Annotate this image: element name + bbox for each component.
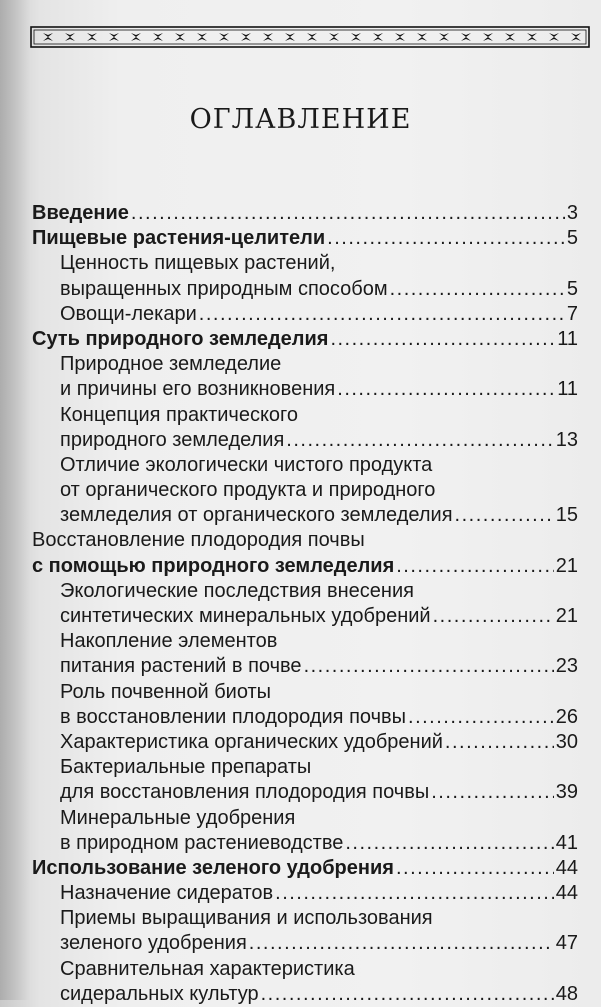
- toc-page-number: 5: [566, 227, 578, 250]
- leader-dots: [131, 201, 565, 226]
- toc-page-number: 26: [555, 705, 578, 728]
- leader-dots: [396, 856, 554, 881]
- toc-page-number: 44: [555, 882, 578, 905]
- border-motif: [219, 33, 229, 41]
- leader-dots: [455, 503, 554, 528]
- border-motif: [417, 33, 427, 41]
- border-motif: [571, 33, 581, 41]
- toc-page-number: 39: [555, 781, 578, 804]
- border-motif: [263, 33, 273, 41]
- toc-entry-title: Введение: [32, 202, 129, 224]
- toc-page-number: 41: [555, 831, 578, 854]
- toc-entry-section-3-4[interactable]: [32, 730, 578, 755]
- toc-entry-section-1[interactable]: [32, 226, 578, 251]
- toc-entry-section-3-3[interactable]: [32, 705, 578, 730]
- toc-page-number: 5: [566, 277, 578, 300]
- toc-entry-title: Пищевые растения-целители: [32, 227, 326, 250]
- page-edge-shadow: [0, 0, 30, 1000]
- toc-entry-section-2-3[interactable]: [32, 503, 578, 528]
- toc-entry-title: и причины его возникновения: [60, 378, 336, 401]
- page-title: ОГЛАВЛЕНИЕ: [189, 104, 412, 136]
- toc-entry-title: Овощи-лекари: [60, 302, 197, 325]
- leader-dots: [304, 654, 554, 679]
- toc-entry-section-2-2[interactable]: [32, 428, 578, 453]
- leader-dots: [345, 831, 553, 856]
- border-motif: [241, 33, 251, 41]
- border-motif: [395, 33, 405, 41]
- toc-entry-title: синтетических минеральных удобрений: [60, 605, 431, 627]
- toc-page-number: 11: [557, 378, 578, 401]
- border-motif: [439, 33, 449, 41]
- border-motif: [153, 33, 163, 41]
- toc-entry-line: Бактериальные препараты: [60, 756, 312, 779]
- toc-entry-section-1-1[interactable]: [32, 277, 578, 302]
- border-motif: [197, 33, 207, 41]
- toc-page-number: 21: [555, 554, 578, 577]
- leader-dots: [433, 604, 554, 629]
- toc-entry-section-4-1[interactable]: [32, 881, 578, 906]
- toc-page-number: 13: [555, 428, 578, 451]
- toc-entry-line: от органического продукта и природного: [60, 479, 436, 502]
- border-motif: [329, 33, 339, 41]
- toc-entry-title: зеленого удобрения: [60, 932, 247, 955]
- border-motif: [87, 33, 97, 41]
- border-motif: [285, 33, 295, 41]
- toc-entry-title: для восстановления плодородия почвы: [60, 781, 430, 804]
- leader-dots: [249, 931, 554, 956]
- table-of-contents: [32, 201, 578, 1007]
- toc-page-number: 7: [566, 302, 578, 325]
- toc-entry-title: выращенных природным способом: [60, 277, 388, 300]
- toc-page-number: 11: [557, 327, 578, 350]
- toc-entry-section-3-5[interactable]: [32, 780, 578, 805]
- toc-entry-line: Восстановление плодородия почвы: [32, 529, 365, 552]
- border-motif: [549, 33, 559, 41]
- toc-entry-section-4[interactable]: [32, 856, 578, 881]
- toc-entry-section-2[interactable]: [32, 327, 578, 352]
- toc-entry-title: Суть природного земледелия: [32, 327, 329, 350]
- border-motif: [43, 33, 53, 41]
- border-motif: [483, 33, 493, 41]
- toc-entry-intro[interactable]: [32, 201, 578, 226]
- border-motif: [175, 33, 185, 41]
- leader-dots: [408, 705, 554, 730]
- leader-dots: [261, 982, 554, 1007]
- leader-dots: [275, 881, 554, 906]
- toc-entry-section-3-6[interactable]: [32, 831, 578, 856]
- leader-dots: [199, 302, 565, 327]
- toc-entry-title: сидеральных культур: [60, 982, 259, 1005]
- toc-entry-title: в восстановлении плодородия почвы: [60, 705, 407, 728]
- leader-dots: [445, 730, 554, 755]
- toc-page-number: 47: [555, 932, 578, 955]
- toc-entry-section-3-1[interactable]: [32, 604, 578, 629]
- toc-entry-section-4-2[interactable]: [32, 931, 578, 956]
- ornamental-border: [30, 26, 590, 48]
- toc-entry-line: Накопление элементов: [60, 630, 278, 653]
- toc-entry-title: питания растений в почве: [60, 655, 302, 678]
- toc-entry-title: Назначение сидератов: [60, 882, 274, 905]
- leader-dots: [431, 780, 554, 805]
- border-motif: [109, 33, 119, 41]
- toc-page-number: 3: [566, 202, 578, 224]
- border-motif: [505, 33, 515, 41]
- toc-entry-section-4-3[interactable]: [32, 982, 578, 1007]
- toc-entry-title: земледелия от органического земледелия: [60, 504, 453, 527]
- toc-page-number: 15: [555, 504, 578, 527]
- border-motif: [307, 33, 317, 41]
- toc-entry-line: Ценность пищевых растений,: [60, 252, 336, 275]
- border-motif: [461, 33, 471, 41]
- border-motif: [65, 33, 75, 41]
- toc-entry-title: природного земледелия: [60, 428, 285, 451]
- toc-entry-title: Характеристика органических удобрений: [60, 730, 443, 753]
- leader-dots: [327, 226, 565, 251]
- toc-entry-line: Минеральные удобрения: [60, 806, 296, 829]
- toc-entry-line: Концепция практического: [60, 403, 299, 426]
- toc-entry-line: Приемы выращивания и использования: [60, 907, 433, 930]
- toc-page-number: 21: [555, 605, 578, 627]
- toc-entry-line: Природное земледелие: [60, 353, 282, 376]
- border-motif: [527, 33, 537, 41]
- toc-entry-title: с помощью природного земледелия: [32, 554, 395, 577]
- toc-page-number: 23: [555, 655, 578, 678]
- toc-entry-line: Отличие экологически чистого продукта: [60, 453, 433, 476]
- toc-page-number: 30: [555, 730, 578, 753]
- leader-dots: [330, 327, 555, 352]
- leader-dots: [286, 428, 553, 453]
- toc-page-number: 44: [555, 856, 578, 879]
- toc-entry-section-3-2[interactable]: [32, 654, 578, 679]
- toc-entry-section-2-1[interactable]: [32, 377, 578, 402]
- leader-dots: [396, 554, 554, 579]
- toc-entry-line: Сравнительная характеристика: [60, 957, 355, 980]
- border-motif: [351, 33, 361, 41]
- toc-entry-section-1-2[interactable]: [32, 302, 578, 327]
- toc-entry-title: Использование зеленого удобрения: [32, 856, 394, 879]
- toc-entry-line: Экологические последствия внесения: [60, 579, 414, 602]
- toc-entry-section-3[interactable]: [32, 554, 578, 579]
- toc-entry-title: в природном растениеводстве: [60, 831, 344, 854]
- border-motif: [373, 33, 383, 41]
- leader-dots: [337, 377, 555, 402]
- border-motif: [131, 33, 141, 41]
- toc-entry-line: Роль почвенной биоты: [60, 680, 272, 703]
- leader-dots: [390, 277, 565, 302]
- toc-page-number: 48: [555, 982, 578, 1005]
